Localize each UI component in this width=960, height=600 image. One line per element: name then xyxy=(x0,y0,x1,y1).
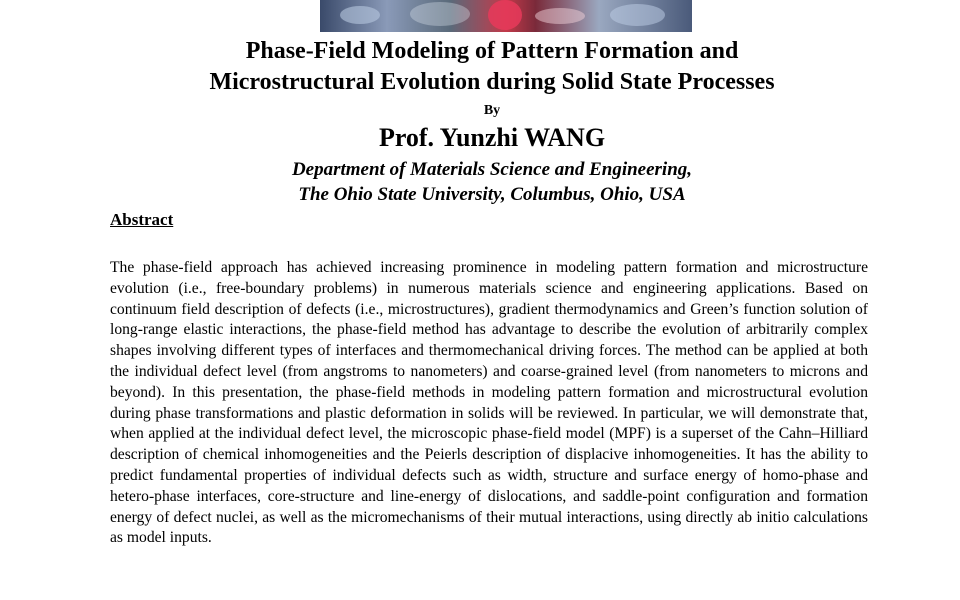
abstract-body: The phase-field approach has achieved increasing prominence in modeling pattern formation and microstructure evolution (i.e., free-boundary problems) in numerous materials science and engineering applications. Based on continuum field description of defects (i.e., microstructures), gradient thermodynamics and Green’s function solution of long-range elastic interactions, the phase-field method has advantage to describe the evolution of arbitrarily complex shapes involving different types of interfaces and thermomechanical driving forces. The method can be applied at both the individual defect level (from angstroms to nanometers) and coarse-grained level (from nanometers to microns and beyond). In this presentation, the phase-field methods in modeling pattern formation and microstructural evolution during phase transformations and plastic deformation in solids will be reviewed. In particular, we will demonstrate that, when applied at the individual defect level, the microscopic phase-field model (MPF) is a superset of the Cahn–Hilliard description of chemical inhomogeneities and the Peierls description of displacive inhomogeneities. It has the ability to predict fundamental properties of individual defects such as width, structure and surface energy of homo-phase and hetero-phase interfaces, core-structure and line-energy of dislocations, and saddle-point configuration and formation energy of defect nuclei, as well as the micromechanisms of their mutual interactions, using directly ab initio calculations as model inputs. xyxy=(110,259,868,547)
banner-highlight xyxy=(610,4,665,26)
affiliation-line-2: The Ohio State University, Columbus, Ohio, USA xyxy=(298,184,686,205)
banner-highlight xyxy=(488,0,522,30)
author-affiliation xyxy=(0,157,960,207)
author-name: Prof. Yunzhi WANG xyxy=(378,123,606,152)
abstract-heading: Abstract xyxy=(110,210,174,229)
banner-highlight xyxy=(340,6,380,24)
title-line-1: Phase-Field Modeling of Pattern Formation and xyxy=(245,38,739,64)
document-title xyxy=(0,36,960,98)
title-line-2: Microstructural Evolution during Solid State Processes xyxy=(209,69,775,95)
affiliation-line-1: Department of Materials Science and Engineering, xyxy=(291,159,693,180)
header-banner-image xyxy=(320,0,692,32)
banner-highlight xyxy=(535,8,585,24)
banner-highlight xyxy=(410,2,470,26)
by-label: By xyxy=(483,103,501,118)
